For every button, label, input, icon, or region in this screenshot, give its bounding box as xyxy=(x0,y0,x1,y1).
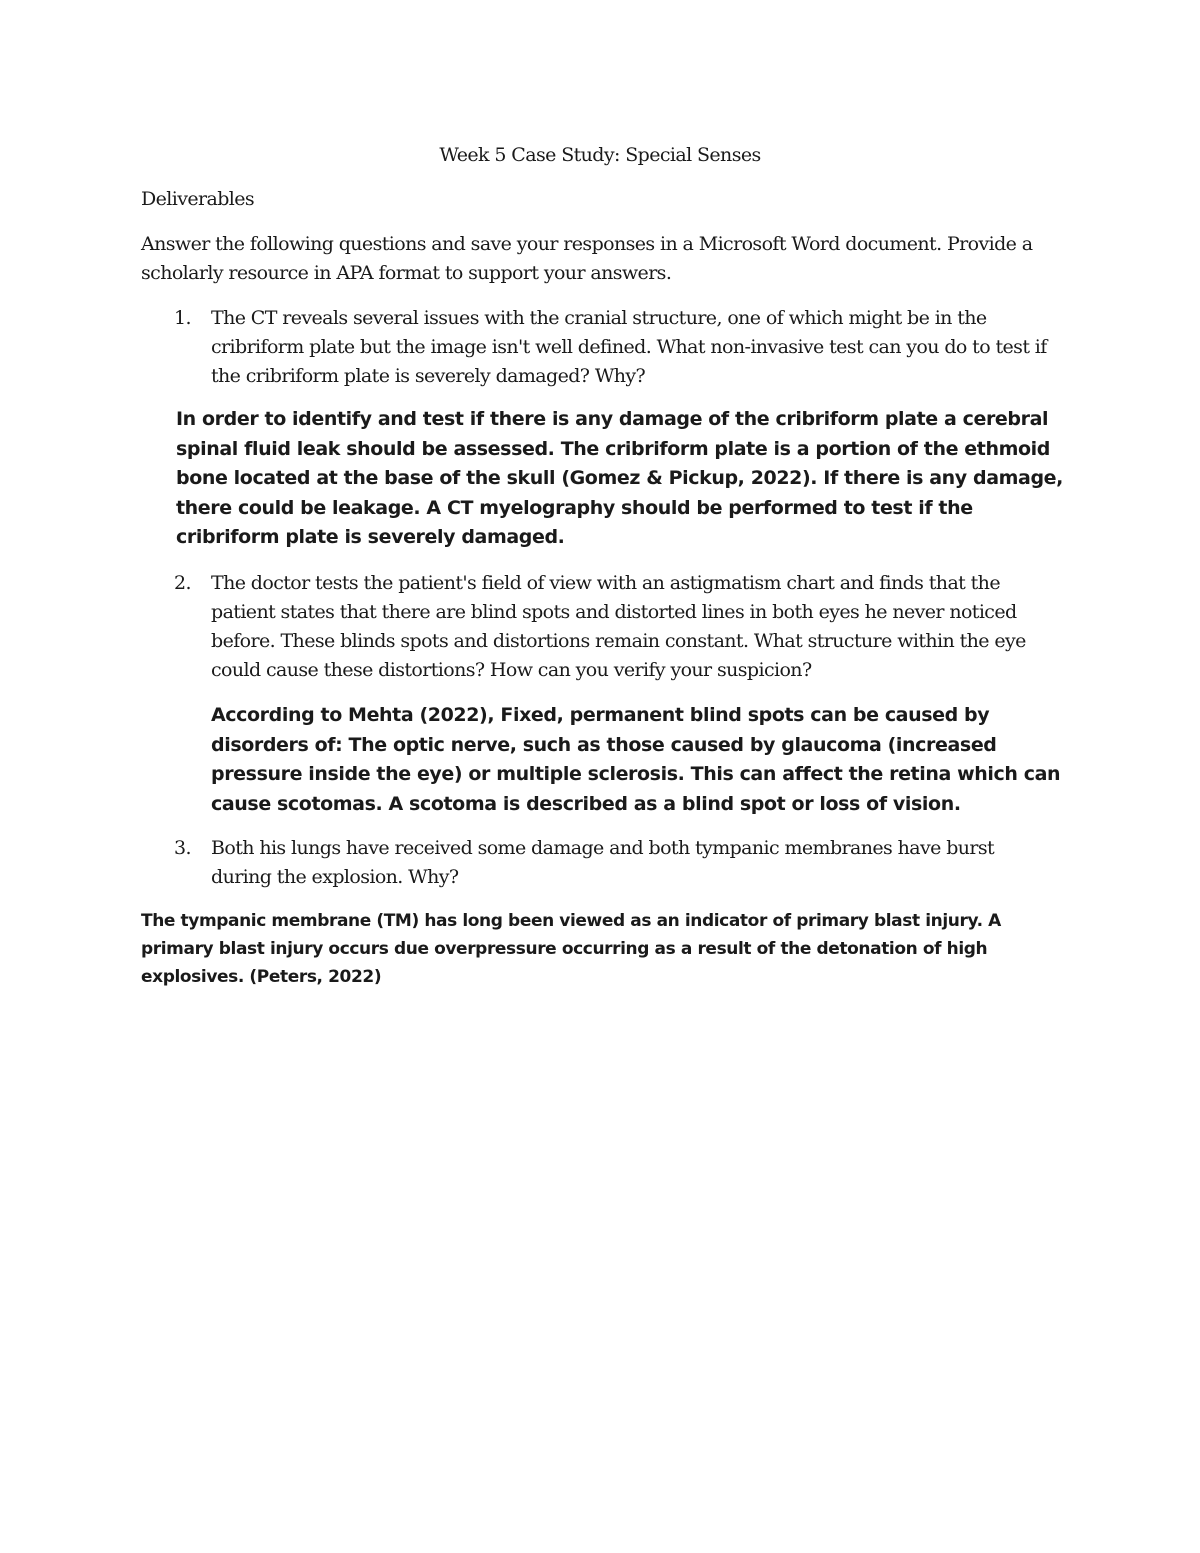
question-3-number: 3. xyxy=(174,837,191,859)
answer-3: The tympanic membrane (TM) has long been viewed as an indicator of primary blast injury. A primary blast injury occurs due overpressure occurring as a result of the detonation of high explosives. (Peters, 2022) xyxy=(141,911,1001,987)
question-3-text: Both his lungs have received some damage and both tympanic membranes have burst during the explosion. Why? xyxy=(211,837,995,888)
answer-1: In order to identify and test if there is any damage of the cribriform plate a cerebral spinal fluid leak should be assessed. The cribriform plate is a portion of the ethmoid bone located at the base of the skull (Gomez & Pickup, 2022). If there is any damage, there could be leakage. A CT myelography should be performed to test if the cribriform plate is severely damaged. xyxy=(176,408,1063,548)
question-1 xyxy=(174,304,1054,391)
document-title: Week 5 Case Study: Special Senses xyxy=(439,144,761,166)
instructions-paragraph: Answer the following questions and save your responses in a Microsoft Word document. Provide a scholarly resource in APA format to support your answers. xyxy=(141,233,1033,284)
question-1-text: The CT reveals several issues with the cranial structure, one of which might be in the cribriform plate but the image isn't well defined. What non-invasive test can you do to test if the cribriform plate is severely damaged? Why? xyxy=(211,307,1047,387)
deliverables-heading: Deliverables xyxy=(141,188,255,210)
question-1-number: 1. xyxy=(174,307,191,329)
answer-2: According to Mehta (2022), Fixed, permanent blind spots can be caused by disorders of: The optic nerve, such as those caused by glaucoma (increased pressure inside the eye) or multiple sclerosis. This can affect the retina which can cause scotomas. A scotoma is described as a blind spot or loss of vision. xyxy=(211,704,1061,815)
question-2-number: 2. xyxy=(174,572,191,594)
question-3 xyxy=(174,834,1054,892)
question-2 xyxy=(174,569,1054,685)
question-2-text: The doctor tests the patient's field of view with an astigmatism chart and finds that the patient states that there are blind spots and distorted lines in both eyes he never noticed before. These blinds spots and distortions remain constant. What structure within the eye could cause these distortions? How can you verify your suspicion? xyxy=(211,572,1026,681)
